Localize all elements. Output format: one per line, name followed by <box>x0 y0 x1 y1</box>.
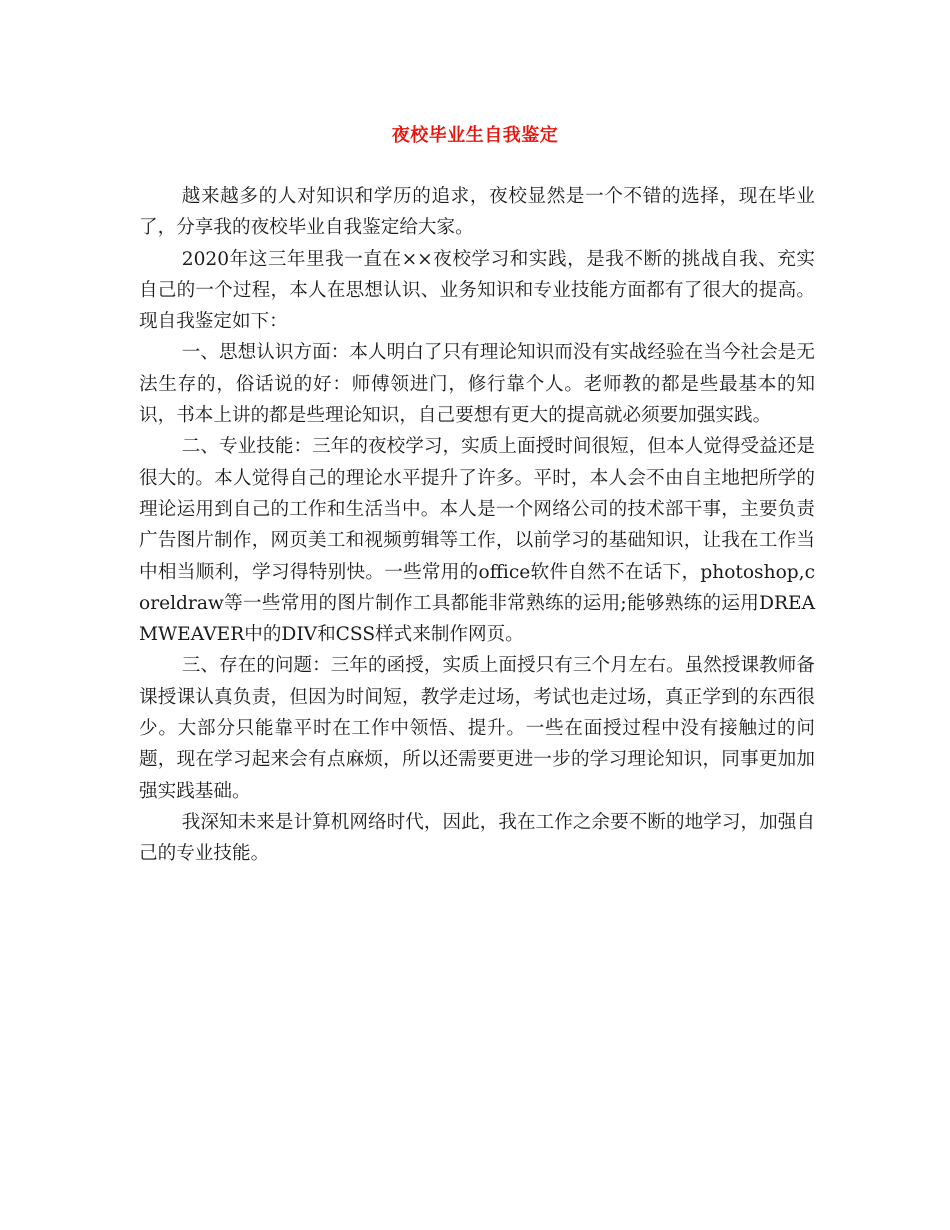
document-body <box>139 181 815 870</box>
paragraph-overview: 2020年这三年里我一直在××夜校学习和实践，是我不断的挑战自我、充实自己的一个过程，本人在思想认识、业务知识和专业技能方面都有了很大的提高。现自我鉴定如下： <box>139 248 815 333</box>
paragraph-skills: 二、专业技能：三年的夜校学习，实质上面授时间很短，但本人觉得受益还是很大的。本人觉得自己的理论水平提升了许多。平时，本人会不由自主地把所学的理论运用到自己的工作和生活当中。本人是一个网络公司的技术部干事，主要负责广告图片制作，网页美工和视频剪辑等工作，以前学习的基础知识，让我在工作当中相当顺利，学习得特别快。一些常用的office软件自然不在话下，photoshop,coreldraw等一些常用的图片制作工具都能非常熟练的运用;能够熟练的运用DREAMWEAVER中的DIV和CSS样式来制作网页。 <box>139 436 815 646</box>
paragraph-problems: 三、存在的问题：三年的函授，实质上面授只有三个月左右。虽然授课教师备课授课认真负责，但因为时间短，教学走过场，考试也走过场，真正学到的东西很少。大部分只能靠平时在工作中领悟、提升。一些在面授过程中没有接触过的问题，现在学习起来会有点麻烦，所以还需要更进一步的学习理论知识，同事更加加强实践基础。 <box>139 655 815 802</box>
document-title: 夜校毕业生自我鉴定 <box>391 125 559 146</box>
paragraph-conclusion: 我深知未来是计算机网络时代，因此，我在工作之余要不断的地学习，加强自己的专业技能。 <box>139 811 815 865</box>
paragraph-intro: 越来越多的人对知识和学历的追求，夜校显然是一个不错的选择，现在毕业了，分享我的夜校毕业自我鉴定给大家。 <box>139 186 815 239</box>
paragraph-thinking: 一、思想认识方面：本人明白了只有理论知识而没有实战经验在当今社会是无法生存的，俗话说的好：师傅领进门，修行靠个人。老师教的都是些最基本的知识，书本上讲的都是些理论知识，自己要想有更大的提高就必须要加强实践。 <box>139 342 815 427</box>
